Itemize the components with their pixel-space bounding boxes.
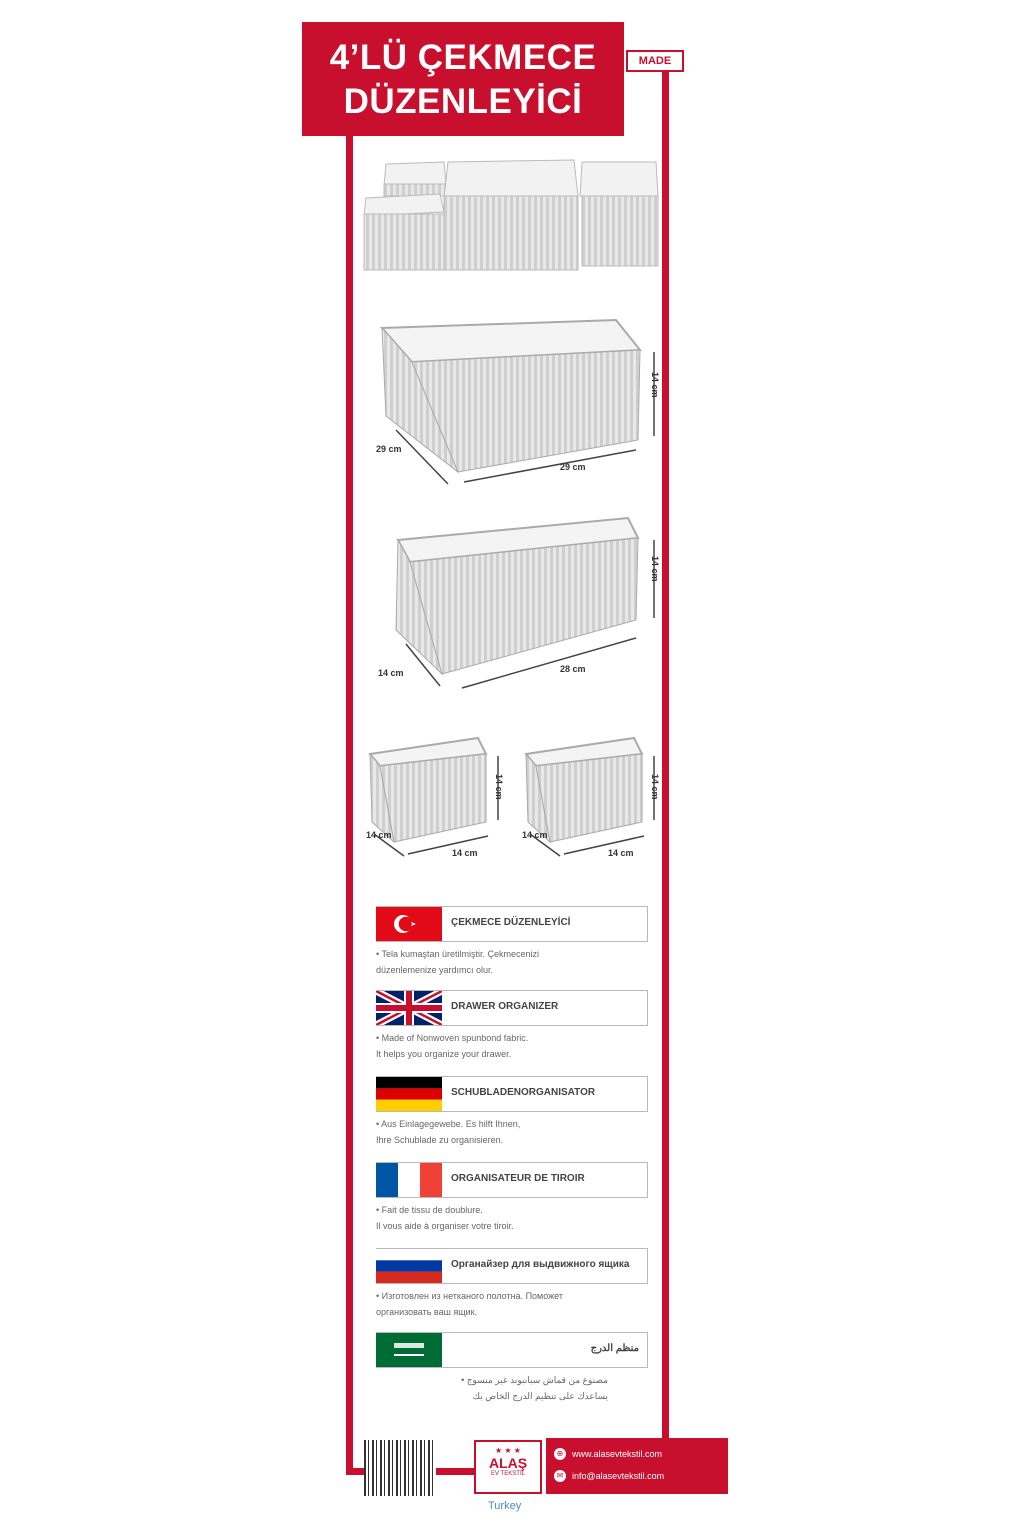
made-badge: MADE [626, 50, 684, 72]
box-3-width-label: 14 cm [452, 848, 478, 858]
section-english [376, 990, 648, 1062]
section-title: DRAWER ORGANIZER [451, 1001, 559, 1012]
section-arabic [376, 1332, 648, 1404]
title-line-1: 4’LÜ ÇEKMECE [329, 38, 597, 77]
section-turkish [376, 906, 648, 978]
brand-name: ALAŞ [488, 1455, 528, 1471]
section-header [376, 1248, 648, 1284]
brand-logo [474, 1440, 542, 1494]
mail-icon: ✉ [554, 1470, 566, 1482]
russia-flag-icon [376, 1249, 442, 1283]
section-french [376, 1162, 648, 1234]
globe-icon: ⊕ [554, 1448, 566, 1460]
section-title: SCHUBLADENORGANISATOR [451, 1087, 596, 1098]
section-text-line-1: • Изготовлен из нетканого полотна. Поможет [376, 1291, 563, 1301]
email-text: info@alasevtekstil.com [572, 1471, 665, 1481]
box-4-depth-label: 14 cm [522, 830, 548, 840]
box-2-height-label: 14 cm [650, 556, 660, 582]
section-text-line-1: • Aus Einlagegewebe. Es hilft Ihnen, [376, 1119, 521, 1129]
section-text-line-2: Ihre Schublade zu organisieren. [376, 1135, 504, 1145]
title-line-2: DÜZENLEYİCİ [343, 82, 583, 121]
barcode [364, 1440, 436, 1496]
section-text-line-2: It helps you organize your drawer. [376, 1049, 512, 1059]
box-1-height-label: 14 cm [650, 372, 660, 398]
section-text-line-2: организовать ваш ящик. [376, 1307, 478, 1317]
box-2-depth-label: 14 cm [378, 668, 404, 678]
section-text-line-1: • مصنوع من قماش سبانبوند غير منسوج [461, 1375, 608, 1385]
email-row [554, 1470, 664, 1482]
section-header [376, 1076, 648, 1112]
section-german [376, 1076, 648, 1148]
box-3-height-label: 14 cm [494, 774, 504, 800]
product-title [302, 22, 624, 136]
brand-subtitle: EV TEKSTİL [491, 1471, 525, 1477]
section-header [376, 1162, 648, 1198]
star-icon: ★ ★ ★ [495, 1446, 521, 1455]
turkey-flag-icon [376, 907, 442, 941]
section-header [376, 906, 648, 942]
box-1-depth-label: 29 cm [376, 444, 402, 454]
germany-flag-icon [376, 1077, 442, 1111]
section-text-line-1: • Tela kumaştan üretilmiştir. Çekmecenizi [376, 949, 540, 959]
section-title: Органайзер для выдвижного ящика [451, 1259, 630, 1270]
contact-panel [546, 1438, 728, 1494]
section-text-line-2: يساعدك على تنظيم الدرج الخاص بك [472, 1391, 608, 1401]
origin-label: Turkey [488, 1500, 522, 1512]
section-text-line-1: • Made of Nonwoven spunbond fabric. [376, 1033, 529, 1043]
box-1-width-label: 29 cm [560, 462, 586, 472]
section-title: ORGANISATEUR DE TIROIR [451, 1173, 585, 1184]
product-set-illustration [360, 156, 664, 276]
box-2-illustration [382, 510, 672, 696]
box-1-illustration [372, 300, 672, 490]
box-3-depth-label: 14 cm [366, 830, 392, 840]
section-russian [376, 1248, 648, 1320]
france-flag-icon [376, 1163, 442, 1197]
saudi-flag-icon [376, 1333, 442, 1367]
website-text: www.alasevtekstil.com [572, 1449, 663, 1459]
website-row [554, 1448, 662, 1460]
box-4-width-label: 14 cm [608, 848, 634, 858]
section-text-line-2: düzenlemenize yardımcı olur. [376, 965, 494, 975]
section-text-line-1: • Fait de tissu de doublure. [376, 1205, 483, 1215]
section-text-line-2: Il vous aide à organiser votre tiroir. [376, 1221, 514, 1231]
section-header [376, 990, 648, 1026]
box-4-illustration [520, 730, 670, 870]
box-2-width-label: 28 cm [560, 664, 586, 674]
box-4-height-label: 14 cm [650, 774, 660, 800]
section-title: ÇEKMECE DÜZENLEYİCİ [451, 917, 571, 928]
box-3-illustration [364, 730, 514, 870]
frame-left-bar [346, 130, 353, 1475]
section-title: منظم الدرج [590, 1343, 639, 1354]
uk-flag-icon [376, 991, 442, 1025]
section-header [376, 1332, 648, 1368]
